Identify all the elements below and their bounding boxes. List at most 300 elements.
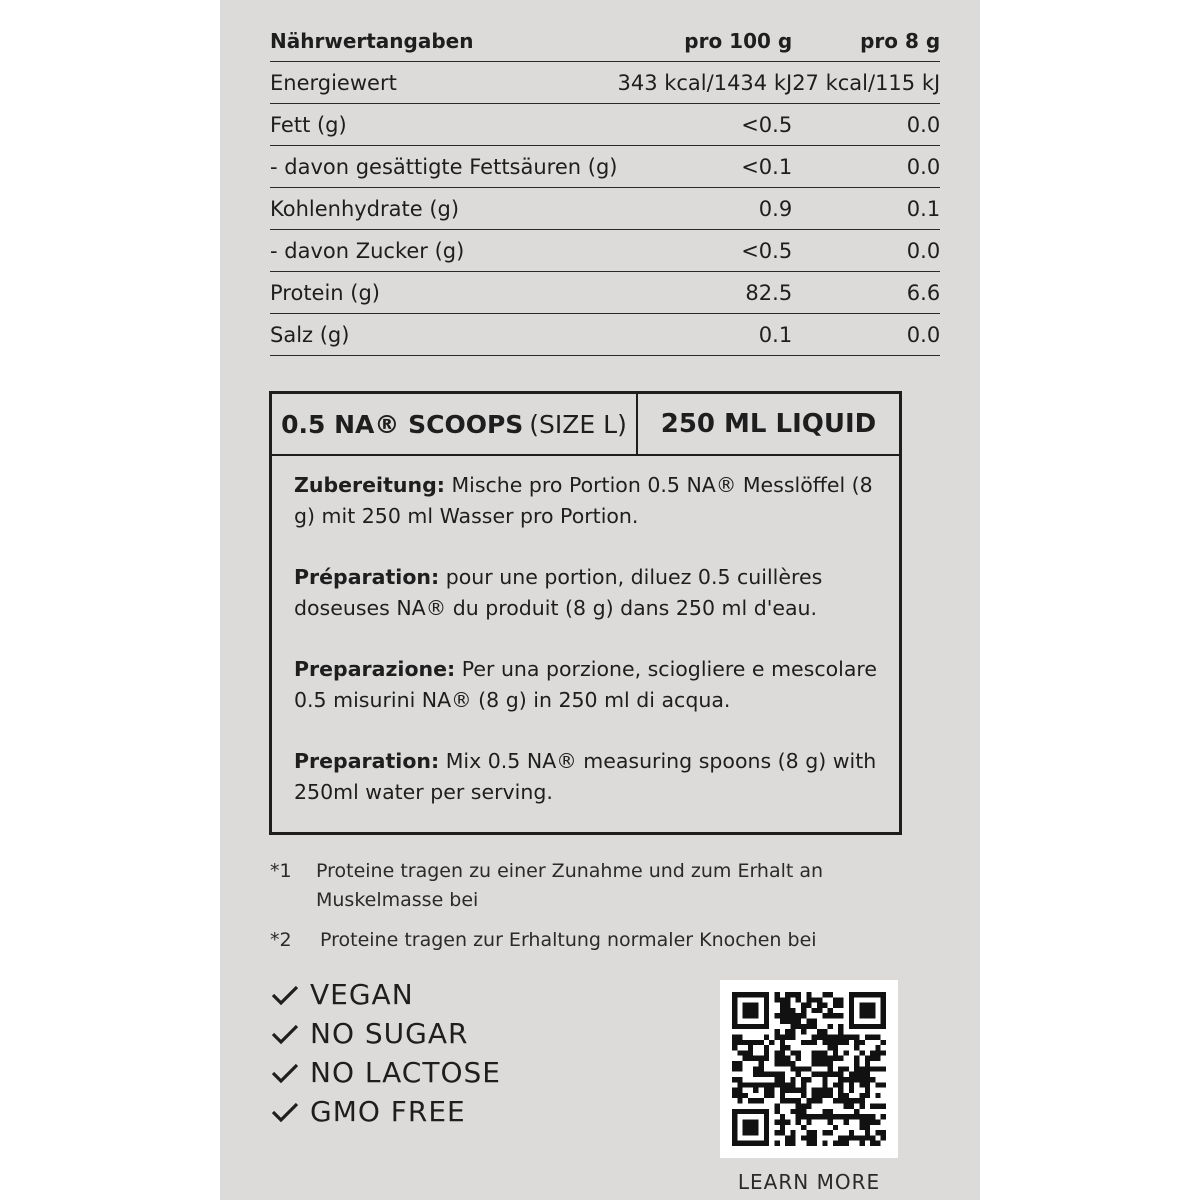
qr-module <box>833 1045 838 1050</box>
qr-module <box>748 1045 753 1050</box>
qr-module <box>743 1141 748 1146</box>
qr-module <box>870 1024 875 1029</box>
qr-module <box>822 1130 827 1135</box>
qr-module <box>844 1034 849 1039</box>
qr-module <box>817 1088 822 1093</box>
qr-module <box>817 1034 822 1039</box>
qr-module <box>796 1098 801 1103</box>
prep-label: Preparazione: <box>294 657 456 681</box>
qr-module <box>737 1034 742 1039</box>
qr-module <box>785 1034 790 1039</box>
qr-module <box>817 1050 822 1055</box>
qr-module <box>875 992 880 997</box>
qr-module <box>806 1024 811 1029</box>
qr-module <box>854 1066 859 1071</box>
qr-module <box>865 1125 870 1130</box>
qr-module <box>859 1119 864 1124</box>
qr-module <box>753 1141 758 1146</box>
qr-module <box>753 1040 758 1045</box>
qr-module <box>790 1029 795 1034</box>
qr-module <box>844 1141 849 1146</box>
qr-module <box>838 1098 843 1103</box>
qr-module <box>812 1056 817 1061</box>
qr-module <box>764 1125 769 1130</box>
qr-module <box>838 1088 843 1093</box>
qr-module <box>875 1056 880 1061</box>
qr-module <box>870 1141 875 1146</box>
qr-module <box>801 1114 806 1119</box>
qr-module <box>806 1104 811 1109</box>
qr-module <box>790 1109 795 1114</box>
qr-module <box>732 1066 737 1071</box>
qr-module <box>859 1050 864 1055</box>
qr-module <box>759 1141 764 1146</box>
qr-module <box>822 1003 827 1008</box>
qr-module <box>780 997 785 1002</box>
qr-module <box>838 1029 843 1034</box>
nutrient-per100: 0.1 <box>617 314 792 356</box>
qr-module <box>743 1119 748 1124</box>
qr-module <box>859 1013 864 1018</box>
qr-module <box>817 1072 822 1077</box>
qr-module <box>854 1109 859 1114</box>
nutrient-per100: 82.5 <box>617 272 792 314</box>
qr-module <box>748 1119 753 1124</box>
qr-module <box>748 992 753 997</box>
qr-module <box>732 992 737 997</box>
qr-module <box>833 1082 838 1087</box>
qr-module <box>859 1114 864 1119</box>
qr-module <box>801 1013 806 1018</box>
learn-more-link[interactable]: LEARN MORE <box>737 1170 881 1194</box>
qr-module <box>822 1109 827 1114</box>
qr-module <box>817 1061 822 1066</box>
qr-module <box>828 1045 833 1050</box>
qr-module <box>748 1098 753 1103</box>
qr-module <box>732 1019 737 1024</box>
qr-module <box>743 1125 748 1130</box>
qr-module <box>743 1024 748 1029</box>
qr-module <box>822 1093 827 1098</box>
qr-module <box>838 1082 843 1087</box>
qr-module <box>859 992 864 997</box>
qr-module <box>780 1125 785 1130</box>
qr-module <box>796 1019 801 1024</box>
qr-module <box>780 1061 785 1066</box>
qr-module <box>785 997 790 1002</box>
qr-module <box>822 1056 827 1061</box>
qr-module <box>732 1114 737 1119</box>
qr-module <box>833 1056 838 1061</box>
qr-module <box>796 992 801 997</box>
footnote-text: Proteine tragen zu einer Zunahme und zum Erhalt an <box>316 860 824 882</box>
footnote-mark: *2 <box>270 929 292 951</box>
prep-paragraph-it <box>294 654 877 716</box>
qr-module <box>865 1135 870 1140</box>
qr-module <box>844 1104 849 1109</box>
qr-module <box>748 1056 753 1061</box>
qr-module <box>881 992 886 997</box>
qr-module <box>806 1119 811 1124</box>
qr-module <box>828 1024 833 1029</box>
claim-item <box>270 975 501 1014</box>
qr-module <box>865 992 870 997</box>
nutrient-name: - davon Zucker (g) <box>270 230 617 272</box>
qr-module <box>753 1119 758 1124</box>
qr-module <box>865 1077 870 1082</box>
qr-module <box>859 1077 864 1082</box>
liquid-amount: 250 ML LIQUID <box>660 409 877 439</box>
qr-module <box>753 1072 758 1077</box>
footnote-mark: *1 <box>270 860 292 882</box>
qr-module <box>881 1130 886 1135</box>
qr-module <box>796 1114 801 1119</box>
qr-module <box>780 1114 785 1119</box>
qr-module <box>737 1093 742 1098</box>
qr-module <box>881 1135 886 1140</box>
qr-module <box>759 1066 764 1071</box>
qr-module <box>806 1019 811 1024</box>
qr-module <box>812 1141 817 1146</box>
qr-module <box>859 1093 864 1098</box>
qr-module <box>828 1114 833 1119</box>
qr-module <box>849 1013 854 1018</box>
qr-module <box>881 1040 886 1045</box>
qr-module <box>849 1077 854 1082</box>
qr-module <box>812 1093 817 1098</box>
qr-module <box>764 1013 769 1018</box>
qr-module <box>759 1098 764 1103</box>
nutrition-row <box>270 188 940 230</box>
qr-module <box>764 992 769 997</box>
qr-module <box>849 1135 854 1140</box>
qr-module <box>849 1072 854 1077</box>
qr-module <box>859 1082 864 1087</box>
qr-module <box>785 1003 790 1008</box>
qr-module <box>790 1066 795 1071</box>
qr-module <box>844 1040 849 1045</box>
qr-module <box>806 1003 811 1008</box>
nutrition-header-per8: pro 8 g <box>792 20 940 62</box>
qr-module <box>822 1061 827 1066</box>
qr-module <box>759 1056 764 1061</box>
nutrient-per8: 0.0 <box>792 146 940 188</box>
qr-module <box>737 1082 742 1087</box>
qr-module <box>764 1109 769 1114</box>
nutrient-per8: 6.6 <box>792 272 940 314</box>
qr-module <box>822 1013 827 1018</box>
qr-module <box>833 1040 838 1045</box>
qr-module <box>748 1130 753 1135</box>
qr-code[interactable] <box>720 980 898 1158</box>
qr-module <box>774 1119 779 1124</box>
qr-module <box>790 1008 795 1013</box>
qr-module <box>865 1093 870 1098</box>
qr-module <box>812 1114 817 1119</box>
qr-module <box>806 997 811 1002</box>
qr-module <box>796 1104 801 1109</box>
qr-module <box>764 1093 769 1098</box>
qr-module <box>774 1050 779 1055</box>
qr-module <box>817 1029 822 1034</box>
qr-module <box>875 1045 880 1050</box>
qr-module <box>801 1135 806 1140</box>
qr-module <box>801 1104 806 1109</box>
qr-module <box>759 992 764 997</box>
qr-module <box>753 1066 758 1071</box>
qr-module <box>780 1130 785 1135</box>
scoops-size: (SIZE L) <box>529 409 627 439</box>
qr-module <box>870 1013 875 1018</box>
qr-module <box>870 1034 875 1039</box>
qr-module <box>737 1040 742 1045</box>
qr-module <box>790 1050 795 1055</box>
qr-module <box>732 1088 737 1093</box>
footnote-1 <box>270 857 823 915</box>
qr-module <box>806 1077 811 1082</box>
qr-module <box>785 1088 790 1093</box>
qr-module <box>828 1130 833 1135</box>
qr-module <box>833 1125 838 1130</box>
qr-module <box>817 1098 822 1103</box>
qr-module <box>790 1098 795 1103</box>
qr-module <box>881 1024 886 1029</box>
qr-module <box>875 1082 880 1087</box>
qr-module <box>844 1119 849 1124</box>
qr-module <box>859 1024 864 1029</box>
qr-module <box>753 1013 758 1018</box>
qr-module <box>875 1141 880 1146</box>
qr-module <box>812 1135 817 1140</box>
qr-module <box>790 1088 795 1093</box>
qr-module <box>759 1072 764 1077</box>
qr-module <box>732 1130 737 1135</box>
scoops-cell <box>272 394 638 454</box>
qr-module <box>732 1008 737 1013</box>
qr-module <box>854 1072 859 1077</box>
qr-module <box>865 1008 870 1013</box>
nutrient-per100: <0.5 <box>617 104 792 146</box>
claim-label: NO LACTOSE <box>310 1056 501 1089</box>
qr-module <box>785 1008 790 1013</box>
qr-module <box>828 1056 833 1061</box>
qr-module <box>801 1109 806 1114</box>
qr-module <box>806 1040 811 1045</box>
qr-module <box>870 1050 875 1055</box>
prep-paragraph-fr <box>294 562 877 624</box>
qr-module <box>774 1061 779 1066</box>
qr-module <box>764 1082 769 1087</box>
qr-module <box>812 1061 817 1066</box>
qr-module <box>759 1109 764 1114</box>
qr-module <box>828 1072 833 1077</box>
qr-module <box>743 1082 748 1087</box>
claim-label: GMO FREE <box>310 1095 466 1128</box>
qr-module <box>854 1135 859 1140</box>
qr-module <box>854 1024 859 1029</box>
qr-module <box>748 1024 753 1029</box>
qr-module <box>737 1109 742 1114</box>
qr-module <box>849 1024 854 1029</box>
qr-module <box>780 1072 785 1077</box>
prep-label: Préparation: <box>294 565 440 589</box>
qr-module <box>838 1024 843 1029</box>
qr-module <box>870 1008 875 1013</box>
qr-module <box>732 1109 737 1114</box>
qr-module <box>732 1045 737 1050</box>
qr-module <box>796 1119 801 1124</box>
qr-module <box>822 1050 827 1055</box>
claim-label: NO SUGAR <box>310 1017 469 1050</box>
qr-module <box>780 1008 785 1013</box>
qr-module <box>870 1135 875 1140</box>
qr-module <box>764 1114 769 1119</box>
qr-module <box>875 1104 880 1109</box>
qr-module <box>838 1040 843 1045</box>
qr-module <box>785 1082 790 1087</box>
qr-module <box>796 1024 801 1029</box>
qr-module <box>844 1098 849 1103</box>
qr-module <box>812 1088 817 1093</box>
qr-module <box>838 1066 843 1071</box>
qr-module <box>812 1098 817 1103</box>
nutrient-name: - davon gesättigte Fettsäuren (g) <box>270 146 617 188</box>
qr-module <box>790 1034 795 1039</box>
qr-module <box>790 1061 795 1066</box>
qr-module <box>849 997 854 1002</box>
qr-module <box>849 1019 854 1024</box>
qr-module <box>790 1024 795 1029</box>
qr-module <box>732 1061 737 1066</box>
qr-module <box>838 1093 843 1098</box>
qr-module <box>780 1013 785 1018</box>
qr-module <box>859 1141 864 1146</box>
qr-module <box>753 1109 758 1114</box>
qr-module <box>737 1098 742 1103</box>
qr-module <box>764 1034 769 1039</box>
qr-module <box>881 1019 886 1024</box>
qr-module <box>838 1114 843 1119</box>
qr-module <box>801 1024 806 1029</box>
qr-module <box>844 1077 849 1082</box>
qr-module <box>801 1125 806 1130</box>
prep-text: pour une portion, diluez 0.5 cuillères doseuses NA® du produit (8 g) dans 250 ml d'eau. <box>294 565 823 620</box>
nutrient-per8: 27 kcal/115 kJ <box>792 62 940 104</box>
qr-module <box>817 997 822 1002</box>
qr-module <box>828 1109 833 1114</box>
qr-module <box>769 1093 774 1098</box>
qr-module <box>737 1077 742 1082</box>
qr-module <box>764 1050 769 1055</box>
qr-module <box>774 1029 779 1034</box>
qr-module <box>785 1056 790 1061</box>
qr-module <box>875 1066 880 1071</box>
nutrient-name: Salz (g) <box>270 314 617 356</box>
qr-module <box>865 1003 870 1008</box>
claim-item <box>270 1053 501 1092</box>
qr-module <box>870 1056 875 1061</box>
qr-module <box>790 1077 795 1082</box>
nutrition-row <box>270 314 940 356</box>
qr-module <box>806 1141 811 1146</box>
qr-module <box>881 1008 886 1013</box>
qr-module <box>838 997 843 1002</box>
preparation-box <box>269 391 902 835</box>
qr-module <box>748 1013 753 1018</box>
qr-module <box>828 1040 833 1045</box>
qr-module <box>780 1082 785 1087</box>
qr-module <box>764 997 769 1002</box>
qr-module <box>822 992 827 997</box>
qr-code-icon <box>732 992 886 1146</box>
qr-module <box>759 1061 764 1066</box>
prep-text: Per una porzione, sciogliere e mescolare 0.5 misurini NA® (8 g) in 250 ml di acqua. <box>294 657 877 712</box>
qr-module <box>844 1050 849 1055</box>
qr-module <box>875 1024 880 1029</box>
qr-module <box>753 1008 758 1013</box>
qr-module <box>881 1003 886 1008</box>
qr-module <box>844 1066 849 1071</box>
qr-module <box>732 1125 737 1130</box>
qr-module <box>732 1034 737 1039</box>
qr-module <box>764 1088 769 1093</box>
qr-module <box>870 1114 875 1119</box>
qr-module <box>801 1066 806 1071</box>
qr-module <box>759 1082 764 1087</box>
qr-module <box>737 1024 742 1029</box>
qr-module <box>838 1056 843 1061</box>
qr-module <box>796 1050 801 1055</box>
prep-label: Zubereitung: <box>294 473 445 497</box>
qr-module <box>822 1072 827 1077</box>
qr-module <box>764 1008 769 1013</box>
qr-module <box>785 992 790 997</box>
qr-module <box>753 1125 758 1130</box>
qr-module <box>865 1056 870 1061</box>
qr-module <box>732 1135 737 1140</box>
qr-module <box>833 997 838 1002</box>
qr-module <box>822 1040 827 1045</box>
qr-module <box>743 1109 748 1114</box>
qr-module <box>774 1104 779 1109</box>
qr-module <box>764 1045 769 1050</box>
qr-module <box>743 1130 748 1135</box>
qr-module <box>785 1141 790 1146</box>
qr-module <box>833 1141 838 1146</box>
qr-module <box>737 1066 742 1071</box>
qr-module <box>865 1061 870 1066</box>
qr-module <box>785 1135 790 1140</box>
qr-module <box>796 1088 801 1093</box>
qr-module <box>859 1066 864 1071</box>
qr-module <box>732 1077 737 1082</box>
preparation-instructions <box>272 456 899 808</box>
qr-module <box>764 1119 769 1124</box>
nutrition-row <box>270 230 940 272</box>
claim-item <box>270 1014 501 1053</box>
qr-module <box>833 1098 838 1103</box>
qr-module <box>732 1119 737 1124</box>
claim-label: VEGAN <box>310 978 414 1011</box>
qr-module <box>774 992 779 997</box>
qr-module <box>769 1082 774 1087</box>
qr-module <box>737 1061 742 1066</box>
prep-text: Mix 0.5 NA® measuring spoons (8 g) with 250ml water per serving. <box>294 749 877 804</box>
qr-module <box>881 1114 886 1119</box>
qr-module <box>875 1093 880 1098</box>
qr-module <box>801 1093 806 1098</box>
qr-module <box>865 1066 870 1071</box>
